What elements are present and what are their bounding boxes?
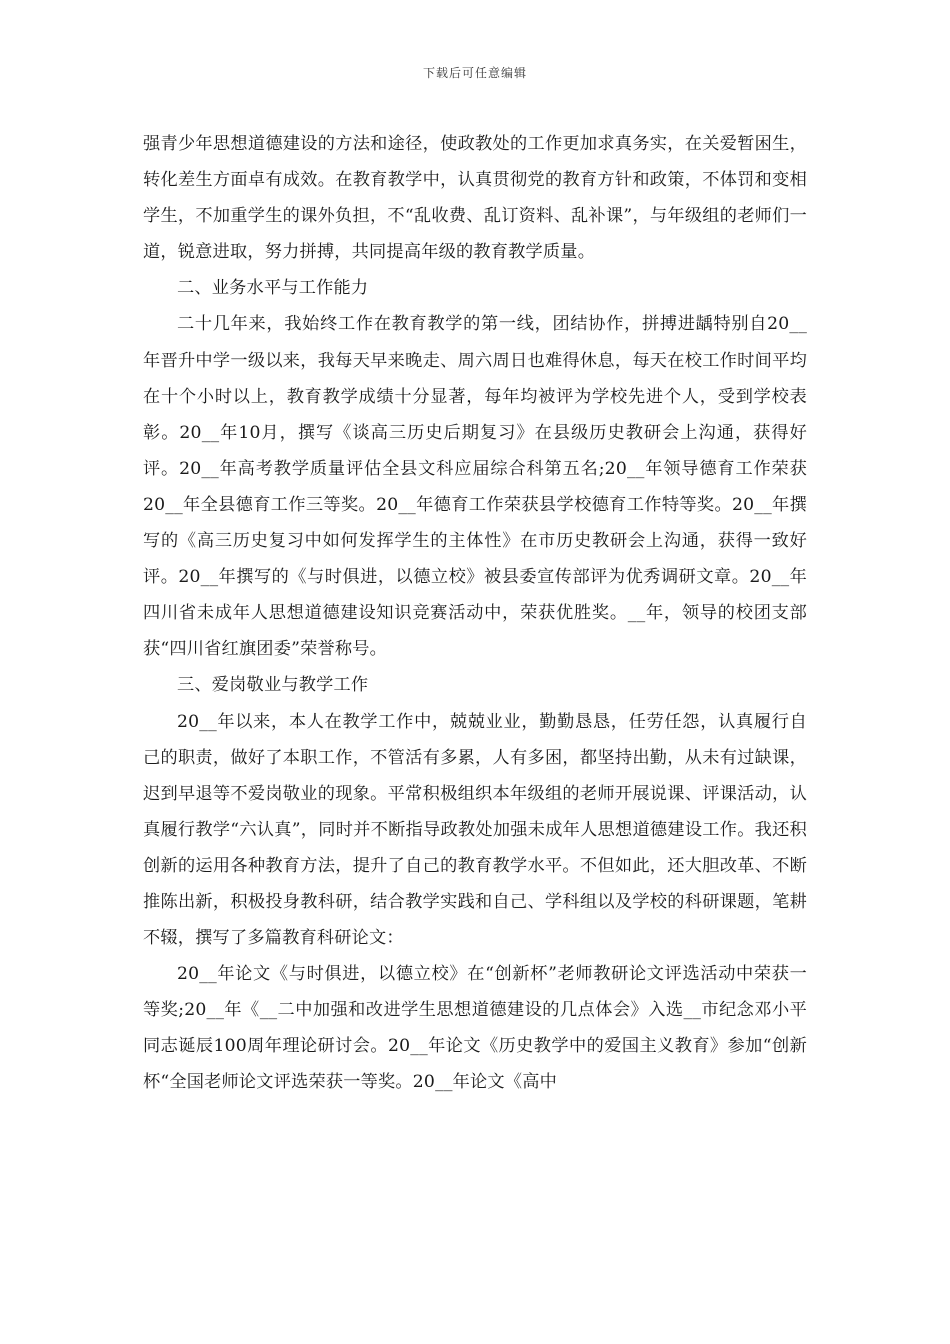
document-body (143, 126, 807, 1101)
paragraph-1: 强青少年思想道德建设的方法和途径，使政教处的工作更加求真务实，在关爱暂困生，转化差生方面卓有成效。在教育教学中，认真贯彻党的教育方针和政策，不体罚和变相学生，不加重学生的课外负担，不“乱收费、乱订资料、乱补课”，与年级组的老师们一道，锐意进取，努力拼搏，共同提高年级的教育教学质量。 (143, 134, 807, 263)
paragraph-2: 二十几年来，我始终工作在教育教学的第一线，团结协作，拼搏进龋特别自20__年晋升中学一级以来，我每天早来晚走、周六周日也难得休息，每天在校工作时间平均在十个小时以上，教育教学成绩十分显著，每年均被评为学校先进个人，受到学校表彰。20__年10月，撰写《谈高三历史后期复习》在县级历史教研会上沟通，获得好评。20__年高考教学质量评估全县文科应届综合科第五名;20__年领导德育工作荣获20__年全县德育工作三等奖。20__年德育工作荣获县学校德育工作特等奖。20__年撰写的《高三历史复习中如何发挥学生的主体性》在市历史教研会上沟通，获得一致好评。20__年撰写的《与时俱进，以德立校》被县委宣传部评为优秀调研文章。20__年四川省未成年人思想道德建设知识竞赛活动中，荣获优胜奖。__年，领导的校团支部获“四川省红旗团委”荣誉称号。 (143, 314, 807, 660)
section-heading-2: 二、业务水平与工作能力 (177, 278, 369, 299)
section-heading-3: 三、爱岗敬业与教学工作 (177, 675, 369, 696)
paragraph-4: 20__年论文《与时俱进，以德立校》在“创新杯”老师教研论文评选活动中荣获一等奖;20__年《__二中加强和改进学生思想道德建设的几点体会》入选__市纪念邓小平同志诞辰100周年理论研讨会。20__年论文《历史教学中的爱国主义教育》参加“创新杯“全国老师论文评选荣获一等奖。20__年论文《高中 (143, 964, 807, 1093)
page-header-note: 下载后可任意编辑 (422, 66, 527, 80)
paragraph-3: 20__年以来，本人在教学工作中，兢兢业业，勤勤恳恳，任劳任怨，认真履行自己的职责，做好了本职工作，不管活有多累，人有多困，都坚持出勤，从未有过缺课，迟到早退等不爱岗敬业的现象。平常积极组织本年级组的老师开展说课、评课活动，认真履行教学“六认真”，同时并不断指导政教处加强未成年人思想道德建设工作。我还积创新的运用各种教育方法，提升了自己的教育教学水平。不但如此，还大胆改革、不断推陈出新，积极投身教科研，结合教学实践和自己、学科组以及学校的科研课题，笔耕不辍，撰写了多篇教育科研论文： (143, 711, 807, 949)
